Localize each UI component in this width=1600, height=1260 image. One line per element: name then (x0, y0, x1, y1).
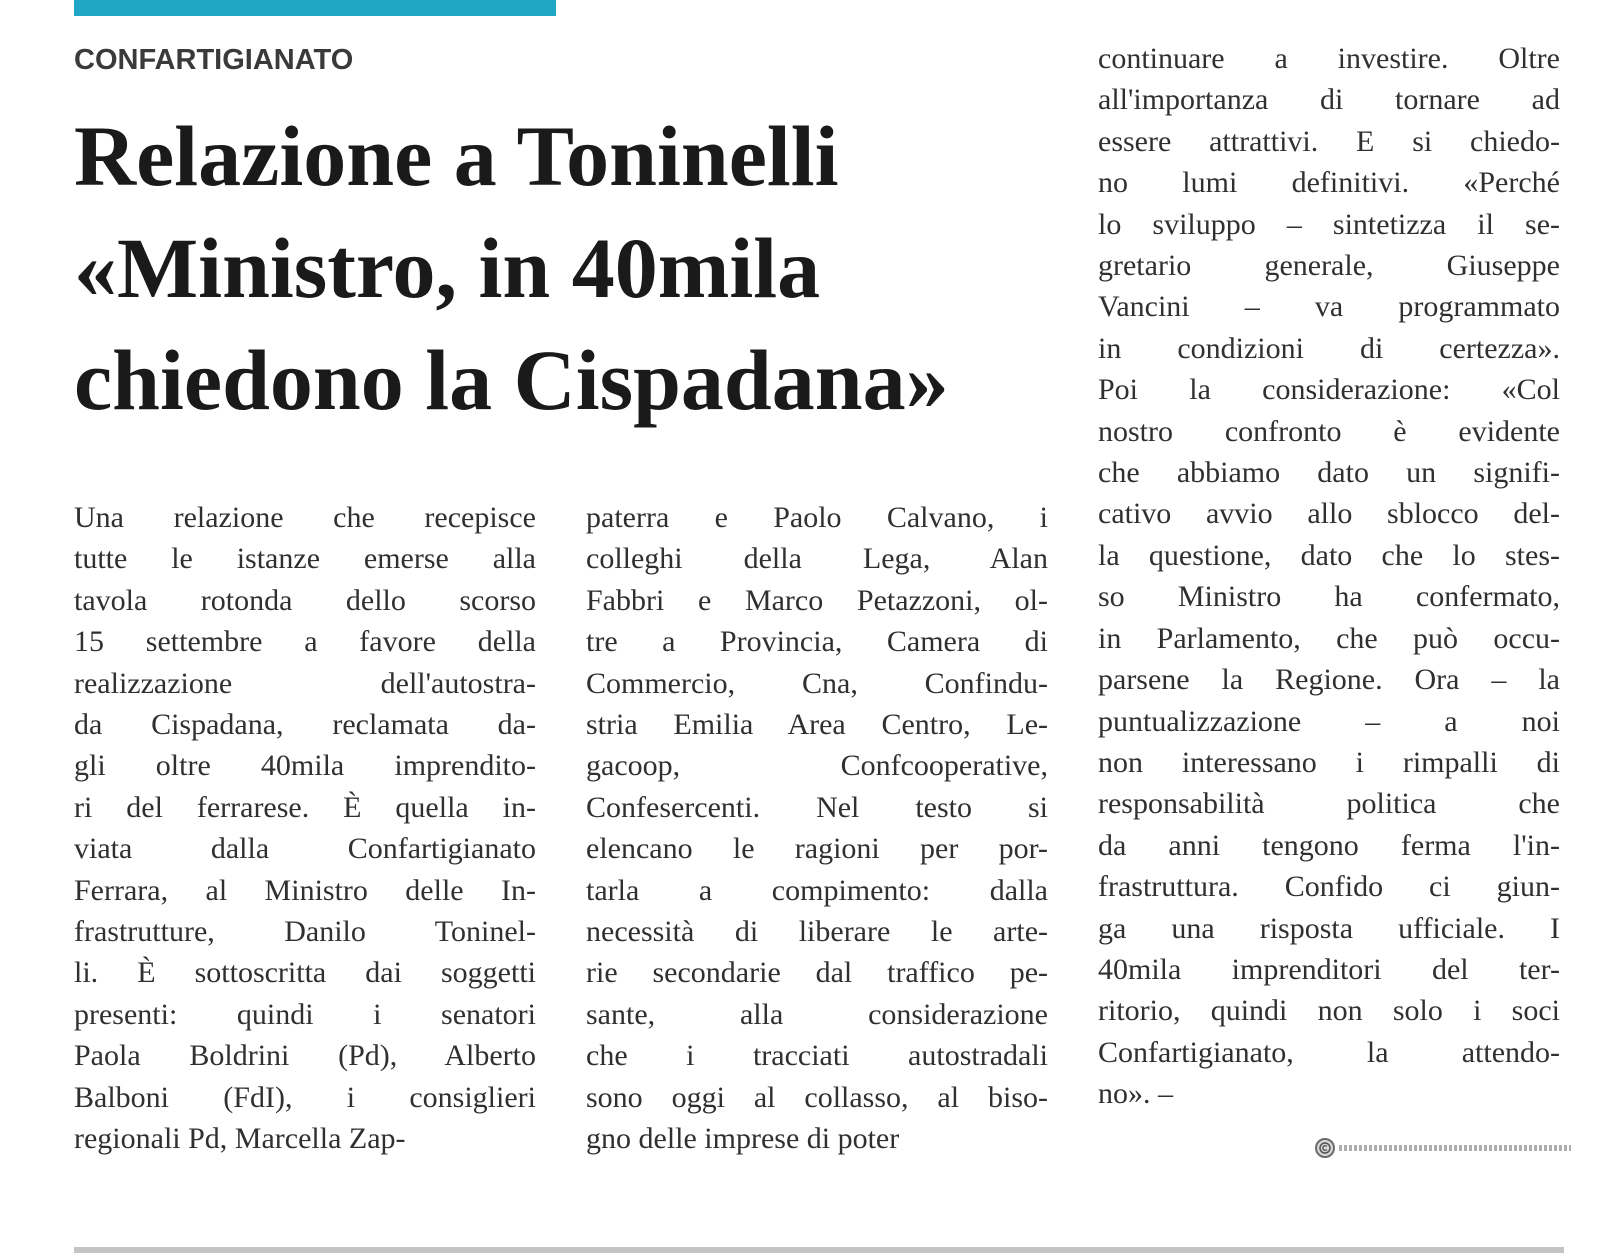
body-text-line: che abbiamo dato un signifi- (1098, 456, 1560, 490)
body-text-line: cativo avvio allo sblocco del- (1098, 497, 1560, 531)
body-text-line: Balboni (FdI), i consiglieri (74, 1080, 536, 1114)
body-text-line: Confartigianato, la attendo- (1098, 1035, 1560, 1069)
body-text-line: essere attrattivi. E si chiedo- (1098, 124, 1560, 158)
body-text-line: frastrutture, Danilo Toninel- (74, 915, 536, 949)
body-text-line: ri del ferrarese. È quella in- (74, 790, 536, 824)
body-column-3 (1098, 38, 1560, 1115)
body-text-line: 40mila imprenditori del ter- (1098, 952, 1560, 986)
article-headline (74, 100, 1064, 436)
body-text-line: che i tracciati autostradali (586, 1039, 1048, 1073)
body-text-line: tutte le istanze emerse alla (74, 542, 536, 576)
bottom-divider (74, 1247, 1564, 1253)
headline-line: «Ministro, in 40mila (74, 220, 821, 316)
body-text-line: sante, alla considerazione (586, 997, 1048, 1031)
body-text-line: 15 settembre a favore della (74, 625, 536, 659)
body-text-line: non interessano i rimpalli di (1098, 745, 1560, 779)
body-text-line: ga una risposta ufficiale. I (1098, 911, 1560, 945)
signature-fine-print (1339, 1145, 1571, 1151)
body-text-line: da anni tengono ferma l'in- (1098, 828, 1560, 862)
body-text-line: Una relazione che recepisce (74, 501, 536, 534)
body-text-line: nostro confronto è evidente (1098, 414, 1560, 448)
copyright-signature (1315, 1138, 1571, 1158)
body-text-line: gno delle imprese di poter (586, 1122, 900, 1156)
body-text-line: colleghi della Lega, Alan (586, 542, 1048, 576)
body-text-line: gli oltre 40mila imprendito- (74, 749, 536, 783)
article-kicker: CONFARTIGIANATO (74, 44, 354, 76)
body-text-line: gacoop, Confcooperative, (586, 749, 1048, 783)
body-text-line: no lumi definitivi. «Perché (1098, 166, 1560, 200)
headline-line: Relazione a Toninelli (74, 108, 839, 204)
body-text-line: ritorio, quindi non solo i soci (1098, 994, 1560, 1028)
body-text-line: no». – (1098, 1077, 1173, 1111)
body-text-line: continuare a investire. Oltre (1098, 42, 1560, 75)
body-text-line: tavola rotonda dello scorso (74, 583, 536, 617)
body-text-line: tre a Provincia, Camera di (586, 625, 1048, 659)
body-text-line: so Ministro ha confermato, (1098, 580, 1560, 614)
headline-line: chiedono la Cispadana» (74, 332, 949, 428)
body-text-line: paterra e Paolo Calvano, i (586, 501, 1048, 534)
body-text-line: necessità di liberare le arte- (586, 915, 1048, 949)
body-text-line: lo sviluppo – sintetizza il se- (1098, 207, 1560, 241)
body-text-line: realizzazione dell'autostra- (74, 666, 536, 700)
body-text-line: gretario generale, Giuseppe (1098, 249, 1560, 283)
body-text-line: Confesercenti. Nel testo si (586, 790, 1048, 824)
body-text-line: elencano le ragioni per por- (586, 832, 1048, 866)
body-text-line: Vancini – va programmato (1098, 290, 1560, 324)
body-column-2 (586, 497, 1048, 1160)
section-color-bar (74, 0, 556, 16)
body-text-line: regionali Pd, Marcella Zap- (74, 1122, 406, 1156)
body-text-line: sono oggi al collasso, al biso- (586, 1080, 1048, 1114)
body-column-1 (74, 497, 536, 1160)
copyright-seal-icon (1315, 1138, 1335, 1158)
body-text-line: Paola Boldrini (Pd), Alberto (74, 1039, 536, 1073)
body-text-line: tarla a compimento: dalla (586, 873, 1048, 907)
body-text-line: li. È sottoscritta dai soggetti (74, 956, 536, 990)
body-text-line: da Cispadana, reclamata da- (74, 708, 536, 742)
body-text-line: viata dalla Confartigianato (74, 832, 536, 866)
body-text-line: la questione, dato che lo stes- (1098, 538, 1560, 572)
body-text-line: stria Emilia Area Centro, Le- (586, 708, 1048, 742)
body-text-line: Commercio, Cna, Confindu- (586, 666, 1048, 700)
body-text-line: rie secondarie dal traffico pe- (586, 956, 1048, 990)
body-text-line: puntualizzazione – a noi (1098, 704, 1560, 738)
body-text-line: Poi la considerazione: «Col (1098, 373, 1560, 407)
body-text-line: in Parlamento, che può occu- (1098, 621, 1560, 655)
body-text-line: responsabilità politica che (1098, 787, 1560, 821)
body-text-line: all'importanza di tornare ad (1098, 83, 1560, 117)
body-text-line: presenti: quindi i senatori (74, 997, 536, 1031)
body-text-line: Fabbri e Marco Petazzoni, ol- (586, 583, 1048, 617)
body-text-line: frastruttura. Confido ci giun- (1098, 870, 1560, 904)
body-text-line: Ferrara, al Ministro delle In- (74, 873, 536, 907)
body-text-line: parsene la Regione. Ora – la (1098, 663, 1560, 697)
body-text-line: in condizioni di certezza». (1098, 331, 1560, 365)
